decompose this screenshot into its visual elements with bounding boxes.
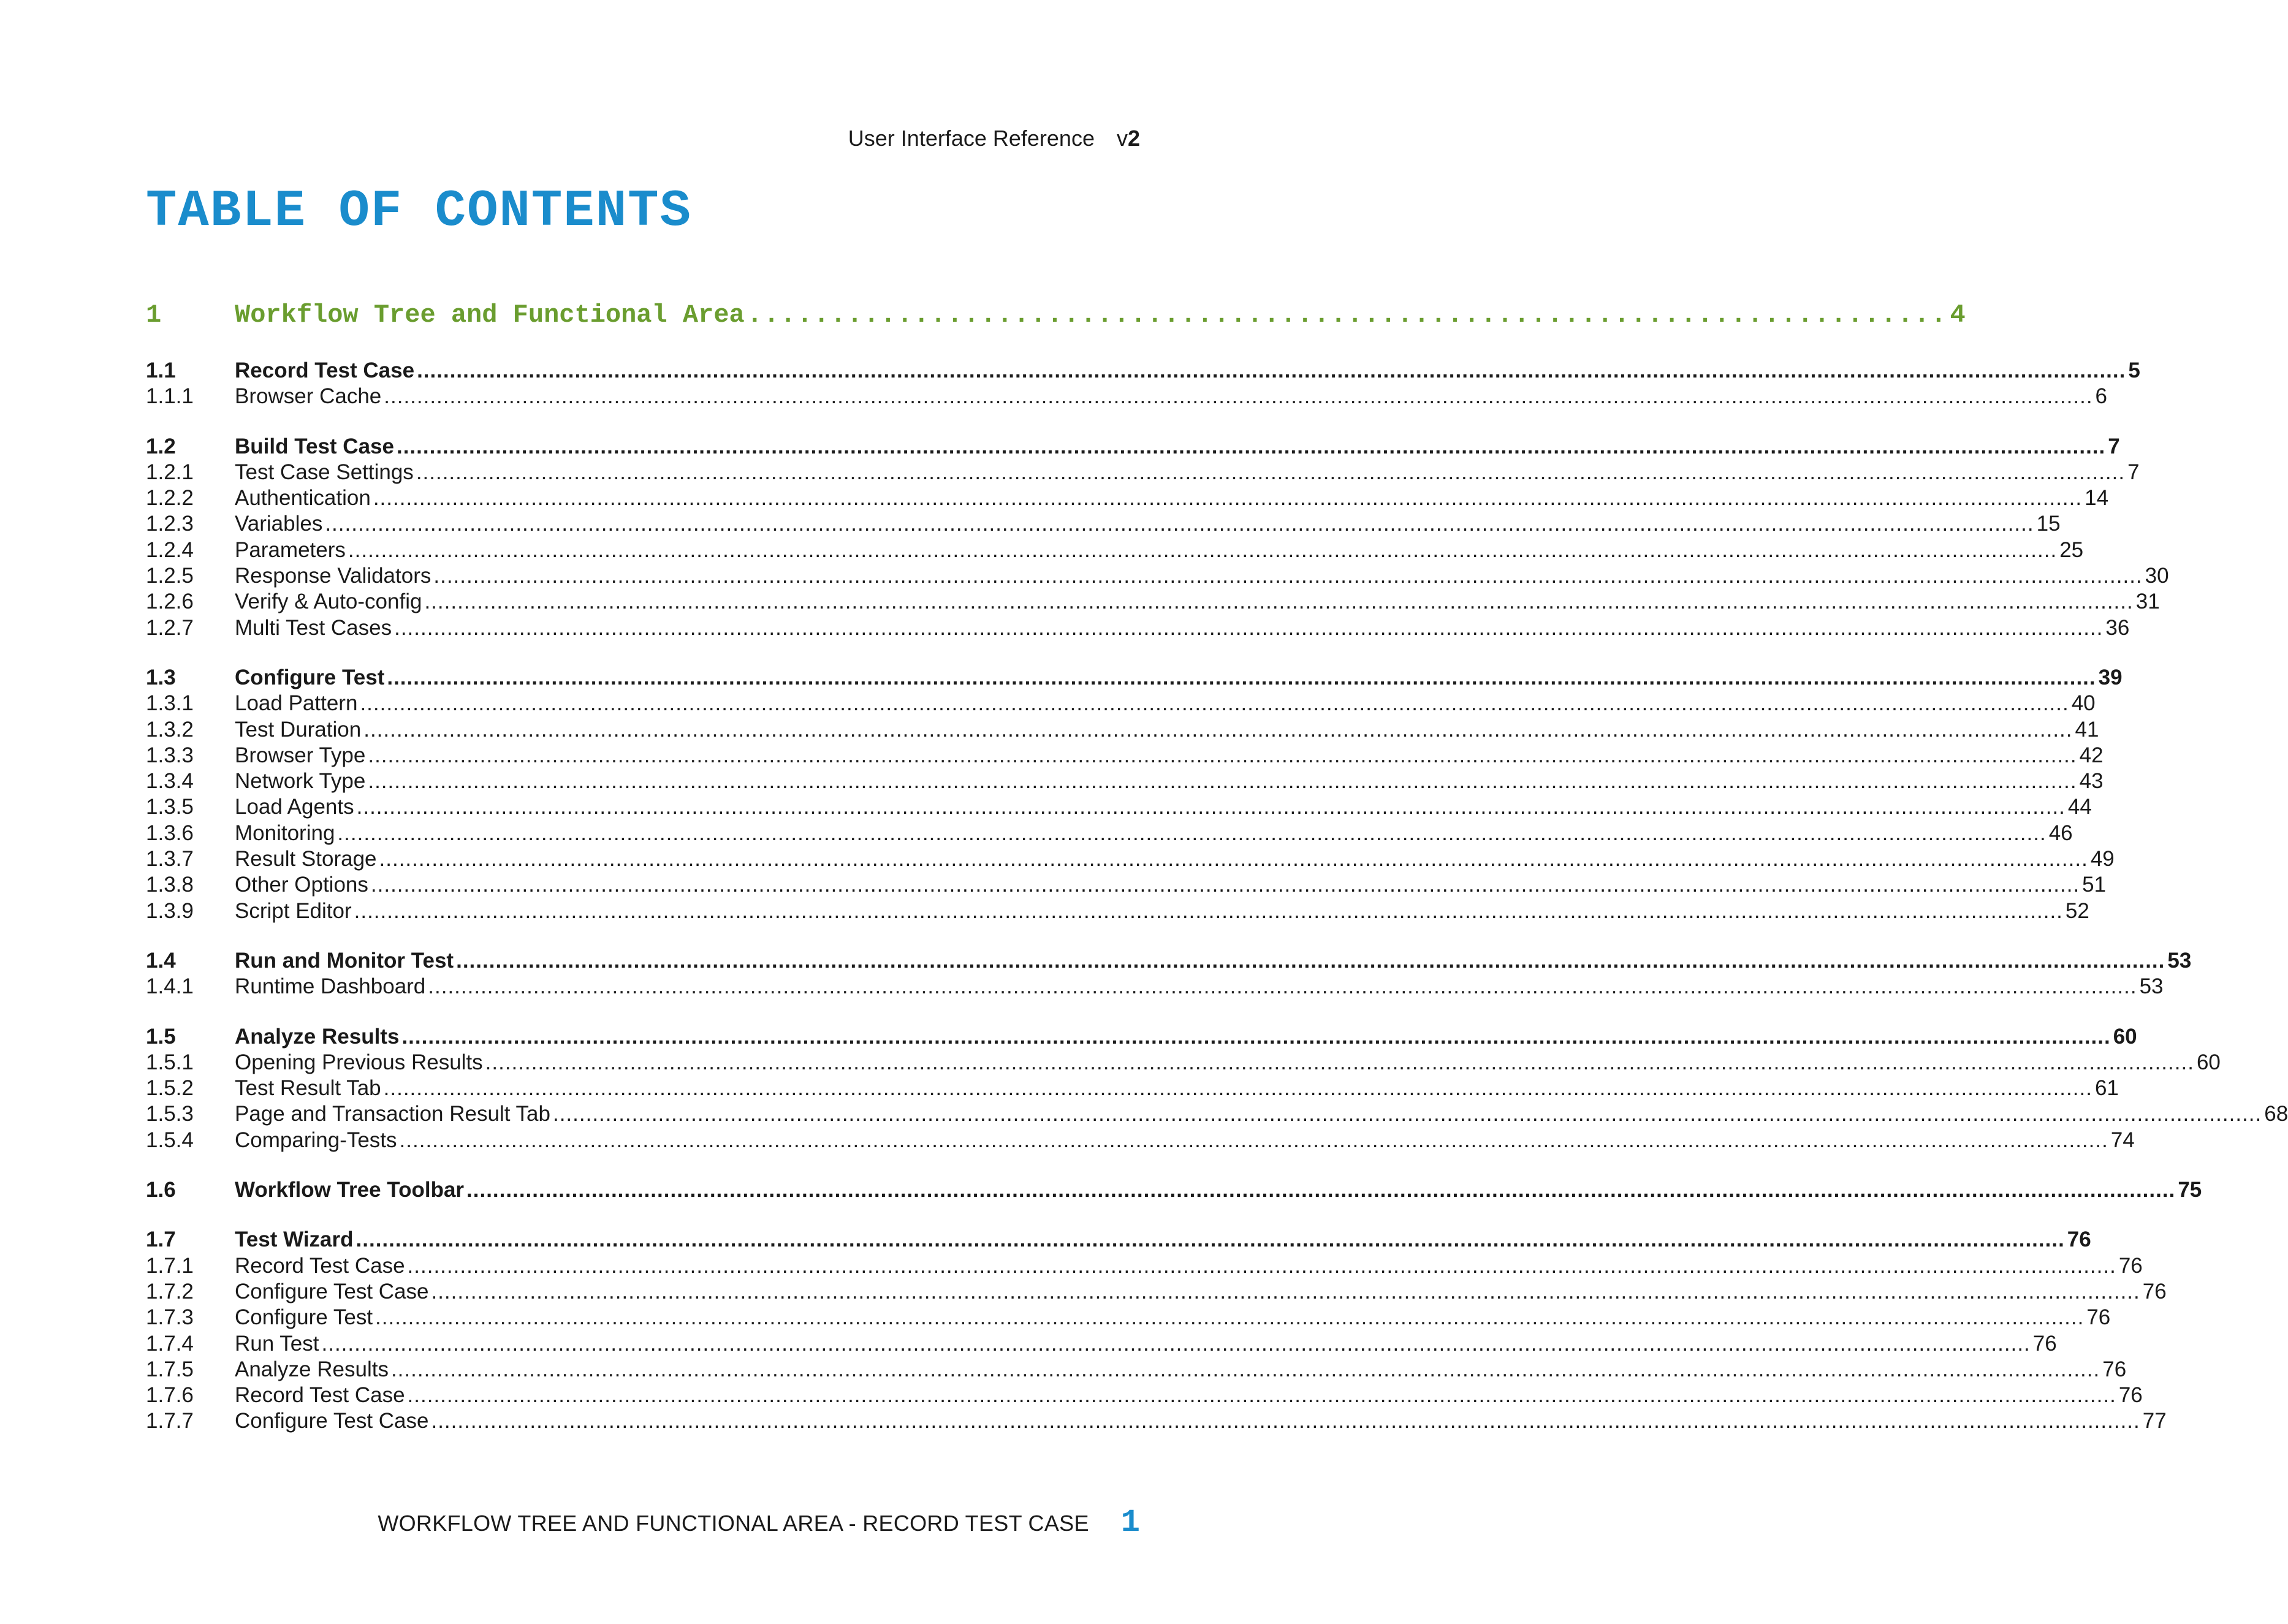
dot-leader: .................................................................................................................................................................................................................................................................... [368,743,2077,767]
entry-number: 1.3.1 [146,691,194,716]
entry-label: Run and Monitor Test [235,948,454,973]
dot-leader: .................................................................................................................................................................................................................................................................... [379,847,2088,871]
entry-page: 60 [2113,1024,2137,1049]
toc-subsection-entry[interactable] [146,589,2160,615]
toc-subsection-entry[interactable] [146,1253,2143,1279]
toc-subsection-entry[interactable] [146,615,2130,641]
entry-page: 43 [2079,769,2104,794]
dot-leader: .................................................................................................................................................................................................................................................................... [485,1050,2194,1074]
toc-subsection-entry[interactable] [146,872,2107,898]
toc-subsection-entry[interactable] [146,1128,2135,1153]
entry-page: 15 [2036,512,2061,536]
entry-page: 51 [2082,873,2107,897]
dot-leader: .................................................................................................................................................................................................................................................................... [356,795,2066,819]
entry-page: 39 [2098,665,2123,689]
version-number: 2 [1127,126,1140,151]
toc-section-entry[interactable] [146,358,2140,384]
entry-page: 41 [2075,717,2099,742]
toc-subsection-entry[interactable] [146,821,2073,846]
dot-leader: .................................................................................................................................................................................................................................................................... [466,1178,2176,1202]
entry-label: Parameters [235,537,346,562]
entry-number: 1.7.3 [146,1305,194,1330]
dot-leader: .................................................................................................................................................................................................................................................................... [424,590,2134,614]
entry-number: 1.6 [146,1178,176,1202]
dot-leader: .................................................................................................................................................................................................................................................................... [383,1076,2092,1101]
dot-leader: .................................................................................................................................................................................................................................................................... [387,665,2096,689]
entry-label: Monitoring [235,821,335,845]
entry-label: Page and Transaction Result Tab [235,1102,550,1126]
entry-page: 76 [2086,1305,2111,1330]
chapter-label: Workflow Tree and Functional Area [235,300,745,330]
dot-leader: .................................................................................................................................................................................................................................................................... [373,486,2083,510]
entry-label: Opening Previous Results [235,1050,483,1074]
toc-subsection-entry[interactable] [146,743,2104,768]
toc-chapter-entry[interactable] [146,300,1966,335]
entry-page: 31 [2135,590,2160,614]
entry-number: 1.1 [146,359,176,382]
entry-page: 76 [2142,1279,2167,1303]
toc-subsection-entry[interactable] [146,537,2084,563]
dot-leader: .................................................................................................................................................................................................................................................................... [433,564,2143,588]
entry-label: Result Storage [235,847,377,871]
chapter-page: 4 [1950,300,1966,330]
toc-subsection-entry[interactable] [146,1357,2127,1383]
toc-subsection-entry[interactable] [146,1408,2167,1434]
entry-page: 76 [2118,1383,2143,1408]
entry-label: Configure Test [235,665,385,689]
entry-number: 1.4 [146,948,176,973]
entry-page: 53 [2167,948,2192,973]
entry-page: 7 [2108,434,2120,458]
entry-number: 1.7.1 [146,1253,194,1278]
header-version [1117,126,1140,151]
entry-label: Network Type [235,769,366,794]
entry-number: 1.2.1 [146,460,194,484]
entry-page: 44 [2067,795,2092,819]
toc-subsection-entry[interactable] [146,794,2092,820]
entry-label: Multi Test Cases [235,615,392,640]
toc-section-entry[interactable] [146,1024,2137,1050]
entry-number: 1.5.4 [146,1128,194,1152]
toc-subsection-entry[interactable] [146,563,2169,589]
entry-number: 1.3 [146,665,176,689]
entry-number: 1.2.6 [146,590,194,614]
entry-number: 1.7.4 [146,1331,194,1356]
group-spacer [146,1203,1139,1227]
entry-page: 61 [2094,1076,2119,1101]
dot-leader: .................................................................................................................................................................................................................................................................... [355,1227,2065,1252]
entry-number: 1.3.4 [146,769,194,794]
entry-number: 1.3.7 [146,847,194,871]
toc-section-entry[interactable] [146,948,2192,974]
toc-section-entry[interactable] [146,1227,2091,1253]
entry-number: 1.7 [146,1227,176,1252]
toc-subsection-entry[interactable] [146,898,2089,924]
running-header [848,126,1140,151]
dot-leader: .................................................................................................................................................................................................................................................................... [416,460,2126,484]
toc-subsection-entry[interactable] [146,485,2109,511]
group-spacer [146,1153,1139,1177]
entry-page: 46 [2048,821,2073,845]
dot-leader: .................................................................................................................................................................................................................................................................... [407,1253,2116,1278]
entry-label: Authentication [235,486,371,510]
toc-subsection-entry[interactable] [146,511,2061,537]
entry-page: 6 [2095,384,2108,409]
running-footer [378,1504,1140,1541]
dot-leader: .................................................................................................................................................................................................................................................................... [396,434,2106,458]
entry-number: 1.7.6 [146,1383,194,1408]
dot-leader: .................................................................................................................................................................................................................................................................... [394,615,2104,640]
dot-leader: .................................................................................................................................................................................................................................................................... [360,691,2069,716]
entry-label: Verify & Auto-config [235,590,422,614]
entry-label: Analyze Results [235,1024,400,1049]
entry-page: 74 [2110,1128,2135,1152]
entry-number: 1.7.2 [146,1279,194,1303]
entry-page: 77 [2142,1409,2167,1433]
entry-number: 1.3.2 [146,717,194,742]
entry-label: Browser Type [235,743,366,767]
entry-label: Configure Test [235,1305,373,1330]
dot-leader: ........................................................................ [747,300,1948,330]
entry-number: 1.5 [146,1024,176,1049]
entry-label: Response Validators [235,564,431,588]
entry-page: 42 [2079,743,2104,767]
entry-label: Runtime Dashboard [235,974,426,999]
entry-number: 1.1.1 [146,384,194,409]
entry-number: 1.3.6 [146,821,194,845]
entry-number: 1.3.8 [146,873,194,897]
toc-subsection-entry[interactable] [146,974,2164,1000]
group-spacer [146,1000,1139,1024]
entry-page: 40 [2071,691,2096,716]
toc-subsection-entry[interactable] [146,1305,2111,1330]
entry-page: 76 [2102,1357,2127,1381]
group-spacer [146,641,1139,665]
entry-page: 68 [2264,1102,2288,1126]
entry-page: 52 [2065,898,2089,923]
toc-section-entry[interactable] [146,434,2120,460]
toc-title: TABLE OF CONTENTS [146,183,692,241]
entry-label: Configure Test Case [235,1279,429,1303]
entry-label: Record Test Case [235,359,415,382]
dot-leader: .................................................................................................................................................................................................................................................................... [354,898,2063,923]
version-prefix: v [1116,126,1128,151]
dot-leader: .................................................................................................................................................................................................................................................................... [368,769,2077,794]
entry-label: Browser Cache [235,384,382,409]
entry-number: 1.7.5 [146,1357,194,1381]
entry-page: 76 [2032,1331,2057,1356]
table-of-contents [146,300,2288,1435]
dot-leader: .................................................................................................................................................................................................................................................................... [363,717,2073,742]
entry-number: 1.2.4 [146,537,194,562]
entry-page: 60 [2196,1050,2221,1074]
toc-subsection-entry[interactable] [146,1050,2221,1076]
entry-page: 36 [2105,615,2130,640]
entry-label: Analyze Results [235,1357,389,1381]
entry-number: 1.2.2 [146,486,194,510]
dot-leader: .................................................................................................................................................................................................................................................................... [431,1409,2140,1433]
entry-label: Configure Test Case [235,1409,429,1433]
entry-label: Other Options [235,873,368,897]
entry-page: 25 [2059,537,2084,562]
entry-label: Test Result Tab [235,1076,381,1101]
entry-page: 49 [2090,847,2115,871]
entry-number: 1.7.7 [146,1409,194,1433]
toc-subsection-entry[interactable] [146,691,2096,716]
toc-subsection-entry[interactable] [146,384,2108,409]
toc-subsection-entry[interactable] [146,846,2115,872]
dot-leader: .................................................................................................................................................................................................................................................................... [552,1102,2262,1126]
dot-leader: .................................................................................................................................................................................................................................................................... [321,1331,2031,1356]
entry-number: 1.3.5 [146,795,194,819]
entry-label: Comparing-Tests [235,1128,397,1152]
entry-number: 1.4.1 [146,974,194,999]
entry-number: 1.5.2 [146,1076,194,1101]
entry-label: Workflow Tree Toolbar [235,1178,465,1202]
entry-label: Test Case Settings [235,460,414,484]
entry-page: 14 [2085,486,2109,510]
toc-section-entry[interactable] [146,665,2123,691]
dot-leader: .................................................................................................................................................................................................................................................................... [390,1357,2100,1381]
group-spacer [146,410,1139,434]
toc-subsection-entry[interactable] [146,1101,2288,1127]
entry-number: 1.2.7 [146,615,194,640]
entry-number: 1.2.5 [146,564,194,588]
entry-page: 76 [2067,1227,2091,1252]
entry-label: Build Test Case [235,434,394,458]
toc-subsection-entry[interactable] [146,1076,2119,1101]
entry-label: Load Pattern [235,691,358,716]
entry-page: 75 [2178,1178,2202,1202]
dot-leader: .................................................................................................................................................................................................................................................................... [325,512,2034,536]
dot-leader: .................................................................................................................................................................................................................................................................... [337,821,2047,845]
entry-number: 1.2.3 [146,512,194,536]
entry-label: Test Duration [235,717,362,742]
toc-subsection-entry[interactable] [146,717,2099,743]
dot-leader: .................................................................................................................................................................................................................................................................... [348,537,2058,562]
group-spacer [146,924,1139,948]
entry-label: Run Test [235,1331,319,1356]
dot-leader: .................................................................................................................................................................................................................................................................... [431,1279,2140,1303]
dot-leader: .................................................................................................................................................................................................................................................................... [428,974,2137,999]
dot-leader: .................................................................................................................................................................................................................................................................... [417,359,2126,382]
dot-leader: .................................................................................................................................................................................................................................................................... [407,1383,2116,1408]
dot-leader: .................................................................................................................................................................................................................................................................... [375,1305,2085,1330]
footer-page-number: 1 [1120,1504,1140,1541]
entry-number: 1.3.9 [146,898,194,923]
toc-subsection-entry[interactable] [146,1279,2167,1305]
entry-label: Script Editor [235,898,352,923]
toc-subsection-entry[interactable] [146,460,2140,485]
entry-page: 5 [2128,359,2140,382]
dot-leader: .................................................................................................................................................................................................................................................................... [401,1024,2111,1049]
entry-page: 53 [2139,974,2164,999]
entry-label: Load Agents [235,795,354,819]
header-doc-title: User Interface Reference [848,126,1095,151]
entry-label: Variables [235,512,323,536]
footer-running-title: WORKFLOW TREE AND FUNCTIONAL AREA - RECORD TEST CASE [378,1511,1089,1536]
dot-leader: .................................................................................................................................................................................................................................................................... [399,1128,2108,1152]
toc-groups [146,358,2288,1435]
entry-page: 7 [2127,460,2140,484]
entry-label: Test Wizard [235,1227,354,1252]
toc-section-entry[interactable] [146,1177,2202,1203]
entry-number: 1.2 [146,434,176,458]
dot-leader: .................................................................................................................................................................................................................................................................... [370,873,2080,897]
entry-page: 30 [2145,564,2169,588]
entry-label: Record Test Case [235,1253,405,1278]
entry-label: Record Test Case [235,1383,405,1408]
toc-subsection-entry[interactable] [146,1331,2057,1357]
toc-subsection-entry[interactable] [146,1383,2143,1408]
entry-number: 1.5.1 [146,1050,194,1074]
entry-number: 1.5.3 [146,1102,194,1126]
dot-leader: .................................................................................................................................................................................................................................................................... [384,384,2093,409]
entry-page: 76 [2118,1253,2143,1278]
chapter-number: 1 [146,300,162,330]
entry-number: 1.3.3 [146,743,194,767]
toc-subsection-entry[interactable] [146,768,2104,794]
dot-leader: .................................................................................................................................................................................................................................................................... [456,948,2165,973]
